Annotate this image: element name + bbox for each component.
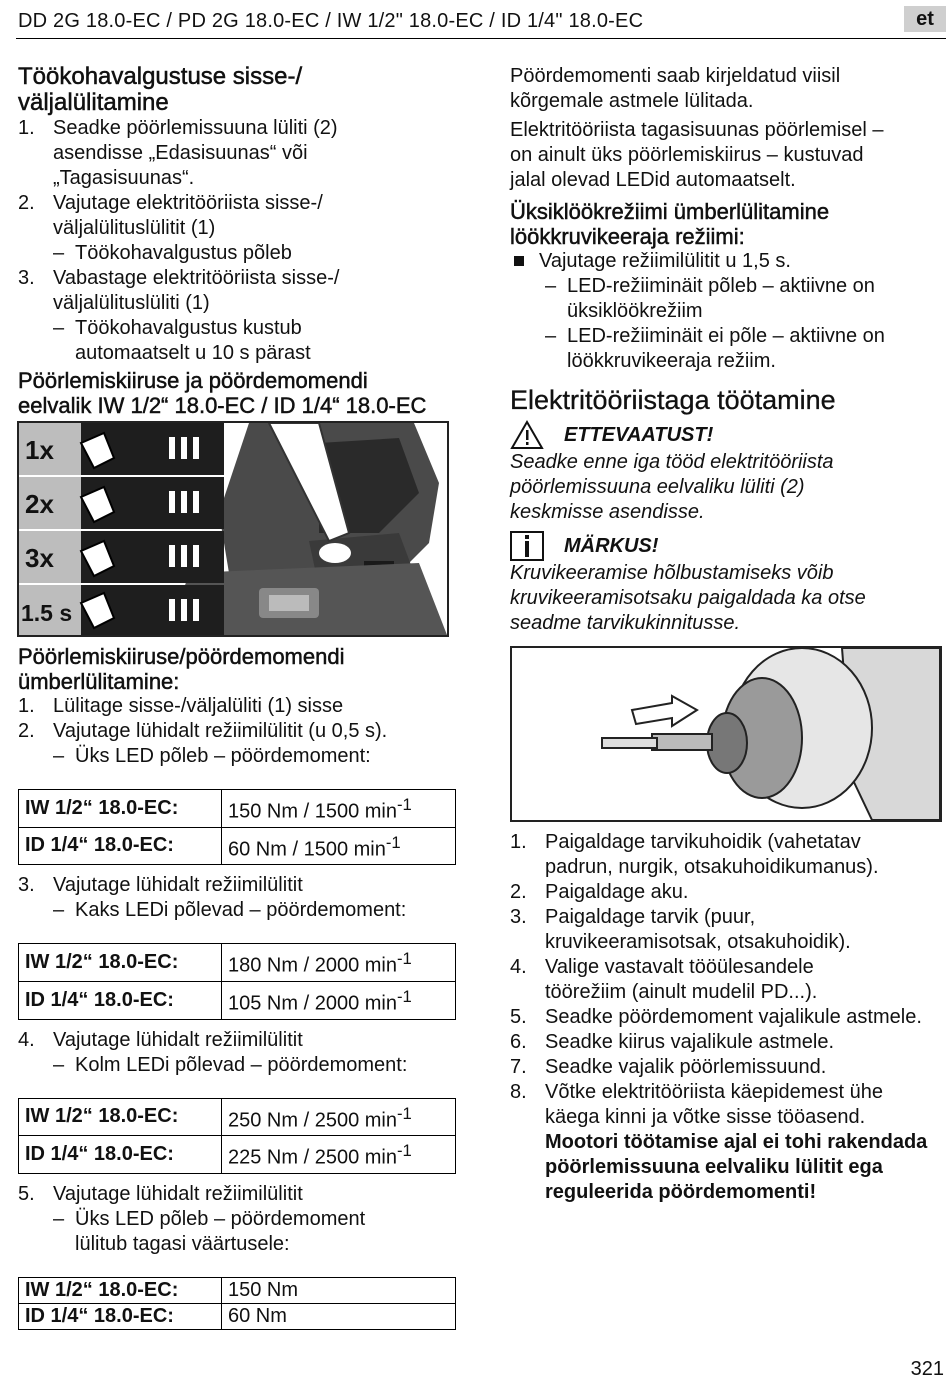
list-item: 8. Võtke elektritööriista käepidemest ühe käega kinni ja võtke sisse tööasend. Mootori töötamise ajal ei tohi rakendada pöörlemissuuna eelvaliku lülitit ega reguleerida pöördemomenti! [510, 1081, 928, 1203]
list-item: 1. Seadke pöörlemissuuna lüliti (2) asendisse „Edasisuunas“ või „Tagasisuunas“. [18, 117, 338, 189]
note-row [510, 531, 946, 561]
list-subitem: – Üks LED põleb – pöördemoment lülitub tagasi väärtusele: [53, 1207, 366, 1255]
list-subitem: – Kaks LEDi põlevad – pöördemoment: [53, 899, 407, 922]
section-title: Pöörlemiskiiruse ja pöördemomendi eelvalik IW 1/2“ 18.0-EC / ID 1/4“ 18.0-EC [18, 368, 427, 418]
list-item: 7. Seadke vajalik pöörlemissuund. [510, 1056, 827, 1078]
torque-table-2 [18, 943, 456, 1019]
section-title: Üksiklöökrežiimi ümberlülitamine löökkruvikeeraja režiimi: [510, 199, 830, 249]
list-item: 5. Vajutage lühidalt režiimilülitit [18, 1182, 303, 1205]
table-row: IW 1/2“ 18.0-EC: 150 Nm [19, 1277, 456, 1303]
list-item: 3. Vajutage lühidalt režiimilülitit [18, 874, 303, 897]
torque-table-1 [18, 789, 456, 865]
list-subitem: – Kolm LEDi põlevad – pöördemoment: [53, 1053, 408, 1076]
list-item: 1. Lülitage sisse-/väljalüliti (1) sisse [18, 695, 344, 717]
list-subitem: – LED-režiiminäit ei põle – aktiivne on löökkruvikeeraja režiim. [545, 325, 885, 372]
table-row: IW 1/2“ 18.0-EC: 150 Nm / 1500 $\min^{-1}$ [19, 790, 456, 828]
list-item: 1. Paigaldage tarvikuhoidik (vahetatav padrun, nurgik, otsakuhoidikumanus). [510, 831, 879, 878]
torque-table-4 [18, 1277, 456, 1330]
table-row: ID 1/4“ 18.0-EC: 60 Nm [19, 1303, 456, 1329]
illus-label: 1.5 s [21, 600, 73, 626]
note-label: MÄRKUS! [564, 534, 659, 557]
list-subitem: – Töökohavalgustus kustub automaatselt u 10 s pärast [53, 317, 311, 364]
note-text: Kruvikeeramise hõlbustamiseks võib kruvikeeramisotsaku paigaldada ka otse seadme tarvikukinnitusse. [510, 562, 866, 634]
table-row: ID 1/4“ 18.0-EC: 60 Nm / 1500 $\min^{-1}$ [19, 827, 456, 865]
right-column [510, 64, 946, 636]
bold-warning: Mootori töötamise ajal ei tohi rakendada pöörlemissuuna eelvaliku lülitit ega reguleerida pöördemomenti! [545, 1131, 928, 1203]
paragraph: Elektritööriista tagasisuunas pöörlemisel – on ainult üks pöörlemiskiirus – kustuvad jalal olevad LEDid automaatselt. [510, 119, 884, 191]
table-row: ID 1/4“ 18.0-EC: 105 Nm / 2000 $\min^{-1}$ [19, 981, 456, 1019]
torque-table-3 [18, 1098, 456, 1174]
list-subitem: – Üks LED põleb – pöördemoment: [53, 745, 371, 767]
left-column-lower [18, 644, 458, 1330]
left-column [18, 64, 458, 418]
bit-insertion-illustration [510, 646, 942, 822]
list-item: 3. Paigaldage tarvik (puur, kruvikeeramisotsak, otsakuhoidik). [510, 906, 851, 953]
caution-row [510, 420, 946, 450]
illus-label: 1x [25, 435, 54, 465]
bullet-item: Vajutage režiimilülitit u 1,5 s. [510, 249, 946, 274]
list-item: 2. Vajutage elektritööriista sisse-/ väljalülituslülitit (1) [18, 192, 323, 239]
paragraph: Pöördemomenti saab kirjeldatud viisil kõrgemale astmele lülitada. [510, 65, 841, 112]
table-row: IW 1/2“ 18.0-EC: 180 Nm / 2000 $\min^{-1}$ [19, 944, 456, 982]
caution-text: Seadke enne iga tööd elektritööriista pöörlemissuuna eelvaliku lüliti (2) keskmisse asendisse. [510, 451, 834, 523]
header-title: DD 2G 18.0-EC / PD 2G 18.0-EC / IW 1/2" 18.0-EC / ID 1/4" 18.0-EC [18, 10, 644, 32]
caution-label: ETTEVAATUST! [564, 423, 714, 446]
list-subitem: – Töökohavalgustus põleb [53, 242, 292, 264]
list-subitem: – LED-režiiminäit põleb – aktiivne on üksiklöökrežiim [545, 275, 875, 322]
language-badge: et [904, 6, 946, 32]
header-rule [16, 38, 946, 39]
info-icon [510, 531, 544, 561]
list-item: 6. Seadke kiirus vajalikule astmele. [510, 1031, 835, 1053]
right-column-lower [510, 830, 946, 1205]
page-number: 321 [910, 1358, 944, 1380]
list-item: 4. Valige vastavalt tööülesandele töörežiim (ainult mudelil PD...). [510, 956, 818, 1003]
illus-label: 3x [25, 543, 54, 573]
section-title: Elektritööriistaga töötamine [510, 385, 836, 415]
illus-label: 2x [25, 489, 54, 519]
table-row: ID 1/4“ 18.0-EC: 225 Nm / 2500 $\min^{-1}$ [19, 1136, 456, 1174]
list-item: 3. Vabastage elektritööriista sisse-/ väljalülituslüliti (1) [18, 267, 340, 314]
list-item: 5. Seadke pöördemoment vajalikule astmele. [510, 1006, 922, 1028]
section-title: Pöörlemiskiiruse/pöördemomendi ümberlülitamine: [18, 644, 345, 694]
table-row: IW 1/2“ 18.0-EC: 250 Nm / 2500 $\min^{-1}$ [19, 1098, 456, 1136]
list-item: 2. Vajutage lühidalt režiimilülitit (u 0,5 s). [18, 720, 388, 742]
mode-switch-illustration [17, 421, 449, 637]
list-item: 2. Paigaldage aku. [510, 881, 689, 903]
section-title: Töökohavalgustuse sisse-/ väljalülitamine [18, 63, 303, 116]
list-item: 4. Vajutage lühidalt režiimilülitit [18, 1028, 303, 1051]
warning-triangle-icon [510, 420, 544, 450]
